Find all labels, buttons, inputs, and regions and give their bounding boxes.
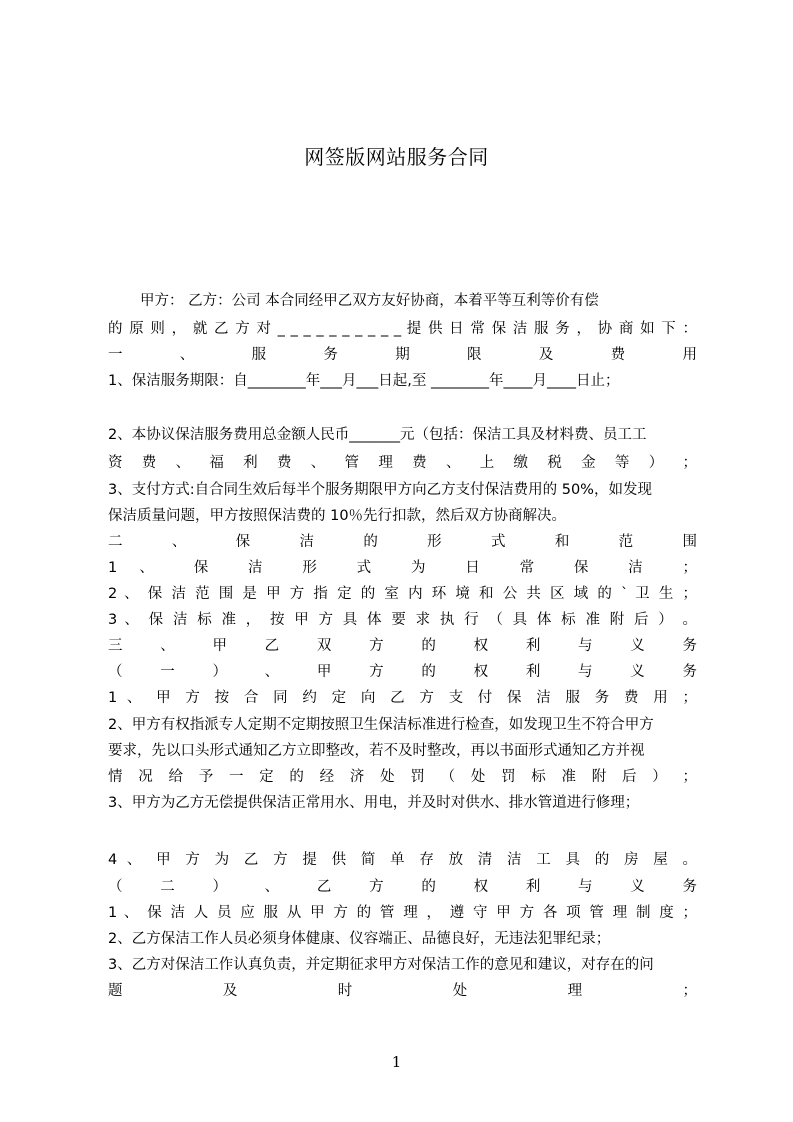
contract-line-2: 的 原 则 ， 就 乙 方 对 _ _ _ _ _ _ _ _ _ _ 提 供 日 常 保 洁 服 务 ， 协 商 如 下 ： xyxy=(108,321,697,337)
contract-line-5: 2、本协议保洁服务费用总金额人民币_______元（包括：保洁工具及材料费、员工工 xyxy=(108,427,647,443)
page-number: 1 xyxy=(391,1053,402,1071)
contract-line-24: 3、乙方对保洁工作认真负责，并定期征求甲方对保洁工作的意见和建议，对存在的问 xyxy=(108,957,654,973)
contract-line-11: 2 、 保 洁 范 围 是 甲 方 指 定 的 室 内 环 境 和 公 共 区 域 的 ` 卫 生 ； xyxy=(108,586,697,602)
contract-line-15: 1 、 甲 方 按 合 同 约 定 向 乙 方 支 付 保 洁 服 务 费 用 ； xyxy=(108,690,697,706)
contract-line-8: 保洁质量问题，甲方按照保洁费的 10％先行扣款，然后双方协商解决。 xyxy=(108,508,567,524)
contract-line-17: 要求，先以口头形式通知乙方立即整改，若不及时整改，再以书面形式通知乙方并视 xyxy=(108,743,645,759)
contract-line-12: 3 、 保 洁 标 准 ， 按 甲 方 具 体 要 求 执 行 （ 具 体 标 准 附 后 ） 。 xyxy=(108,612,697,628)
subsection-heading-1: （ 一 ） 、 甲 方 的 权 利 与 义 务 xyxy=(108,664,697,680)
contract-line-4: 1、保洁服务期限：自________年___月___日起,至 ________年____月____日止； xyxy=(108,373,620,389)
contract-line-1: 甲方： 乙方：公司 本合同经甲乙双方友好协商，本着平等互利等价有偿 xyxy=(140,293,599,309)
contract-line-23: 2、乙方保洁工作人员必须身体健康、仪容端正、品德良好，无违法犯罪纪录； xyxy=(108,931,611,947)
contract-line-20: 4 、 甲 方 为 乙 方 提 供 简 单 存 放 清 洁 工 具 的 房 屋 。 xyxy=(108,852,697,868)
contract-line-6: 资 费 、 福 利 费 、 管 理 费 、 上 缴 税 金 等 ） ； xyxy=(108,455,697,471)
contract-line-22: 1 、 保 洁 人 员 应 服 从 甲 方 的 管 理 ， 遵 守 甲 方 各 项 管 理 制 度 ； xyxy=(108,905,697,921)
contract-line-25: 题 及 时 处 理 ； xyxy=(108,983,697,999)
section-heading-2: 二 、 保 洁 的 形 式 和 范 围 xyxy=(108,534,697,550)
contract-line-19: 3、甲方为乙方无偿提供保洁正常用水、用电，并及时对供水、排水管道进行修理； xyxy=(108,795,640,811)
document-title: 网签版网站服务合同 xyxy=(304,145,489,169)
contract-line-7: 3、支付方式:自合同生效后每半个服务期限甲方向乙方支付保洁费用的 50%，如发现 xyxy=(108,482,652,498)
contract-line-16: 2、甲方有权指派专人定期不定期按照卫生保洁标准进行检查，如发现卫生不符合甲方 xyxy=(108,717,654,733)
section-heading-3: 三 、 甲 乙 双 方 的 权 利 与 义 务 xyxy=(108,638,697,654)
subsection-heading-2: （ 二 ） 、 乙 方 的 权 利 与 义 务 xyxy=(108,879,697,895)
contract-line-18: 情 况 给 予 一 定 的 经 济 处 罚 （ 处 罚 标 准 附 后 ） ； xyxy=(108,769,697,785)
contract-line-10: 1 、 保 洁 形 式 为 日 常 保 洁 ； xyxy=(108,560,697,576)
section-heading-1: 一 、 服 务 期 限 及 费 用 xyxy=(108,347,697,363)
